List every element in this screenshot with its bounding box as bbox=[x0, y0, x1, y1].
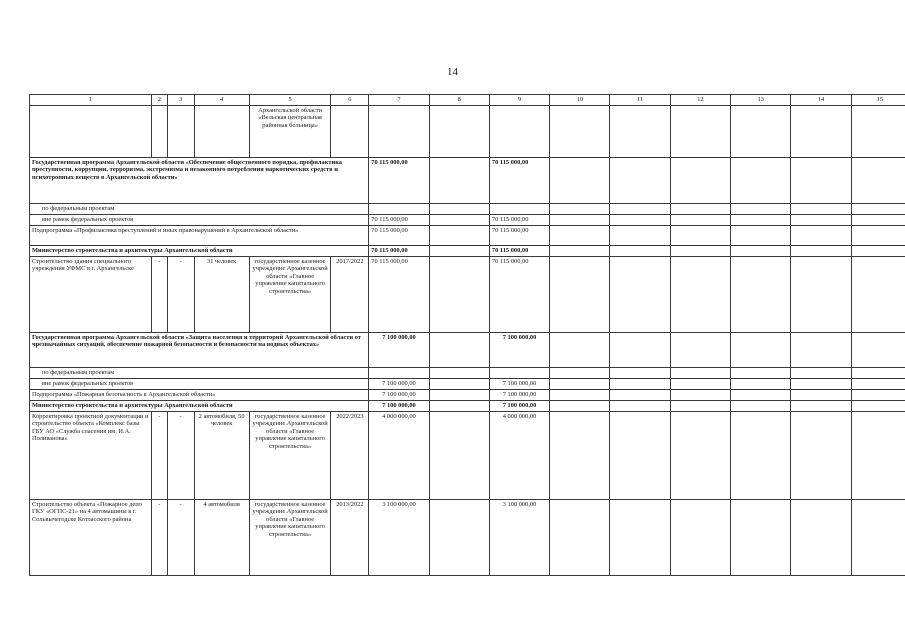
cell-capacity: 31 человек bbox=[194, 256, 249, 332]
cell-amount: 4 000 000,00 bbox=[369, 411, 429, 499]
cell-dash: - bbox=[167, 256, 194, 332]
cell-amount: 7 100 000,00 bbox=[489, 400, 549, 411]
cell-dash: - bbox=[167, 499, 194, 575]
cell-customer: Архангельской области «Вельская центральная районная больница» bbox=[249, 105, 331, 157]
page-number: 14 bbox=[447, 66, 458, 78]
column-header: 7 bbox=[369, 95, 429, 106]
cell-dash: - bbox=[151, 411, 167, 499]
column-header: 11 bbox=[610, 95, 670, 106]
column-header: 13 bbox=[731, 95, 791, 106]
table-row-object bbox=[30, 499, 905, 575]
cell-amount: 3 100 000,00 bbox=[489, 499, 549, 575]
row-label: вне рамок федеральных проектов bbox=[30, 378, 369, 389]
object-name: Строительство здания специального учреждения УФМС в г. Архангельске bbox=[30, 256, 152, 332]
cell-capacity: 4 автомобиля bbox=[194, 499, 249, 575]
cell-amount: 70 115 000,00 bbox=[489, 256, 549, 332]
subprogram-title: Подпрограмма «Пожарная безопасность в Архангельской области» bbox=[30, 389, 369, 400]
cell-amount: 70 115 000,00 bbox=[369, 157, 429, 203]
table-row-program bbox=[30, 157, 905, 203]
cell-amount: 70 115 000,00 bbox=[489, 245, 549, 256]
column-header: 8 bbox=[429, 95, 489, 106]
header-row bbox=[30, 95, 905, 106]
row-label: вне рамок федеральных проектов bbox=[30, 214, 369, 225]
column-header: 14 bbox=[791, 95, 851, 106]
cell-dash: - bbox=[167, 411, 194, 499]
column-header: 5 bbox=[249, 95, 331, 106]
program-title: Государственная программа Архангельской области «Защита населения и территорий Архангельской области от чрезвычайных ситуаций, обеспечение пожарной безопасности и безопасности на водных объектах» bbox=[30, 332, 369, 367]
cell-amount: 7 100 000,00 bbox=[369, 332, 429, 367]
cell-amount: 70 115 000,00 bbox=[369, 245, 429, 256]
cell-amount: 7 100 000,00 bbox=[369, 400, 429, 411]
cell-dash: - bbox=[151, 499, 167, 575]
table-row bbox=[30, 203, 905, 214]
table-row bbox=[30, 367, 905, 378]
ministry-title: Министерство строительства и архитектуры Архангельской области bbox=[30, 245, 369, 256]
table-row-subprogram bbox=[30, 225, 905, 245]
program-title: Государственная программа Архангельской области «Обеспечение общественного порядка, профилактика преступности, коррупции, терроризма, экстремизма и незаконного потребления наркотических средств и психотропных веществ в Архангельской области» bbox=[30, 157, 369, 203]
cell-dash: - bbox=[151, 256, 167, 332]
cell-customer: государственное казенное учреждение Архангельской области «Главное управление капитального строительства» bbox=[249, 256, 331, 332]
cell-amount: 70 115 000,00 bbox=[489, 157, 549, 203]
cell-amount: 70 115 000,00 bbox=[369, 256, 429, 332]
cell-customer: государственное казенное учреждение Архангельской области «Главное управление капитального строительства» bbox=[249, 499, 331, 575]
column-header: 2 bbox=[151, 95, 167, 106]
cell-amount: 7 100 000,00 bbox=[369, 389, 429, 400]
cell-amount: 3 100 000,00 bbox=[369, 499, 429, 575]
table-row bbox=[30, 214, 905, 225]
table-row bbox=[30, 105, 905, 157]
cell-amount: 7 100 000,00 bbox=[489, 332, 549, 367]
column-header: 9 bbox=[489, 95, 549, 106]
cell-period: 2013/2022 bbox=[331, 499, 369, 575]
object-name: Корректировка проектной документации и строительство объекта «Комплекс базы ГБУ АО «Служба спасения им. И.А. Поливанова» bbox=[30, 411, 152, 499]
table-row-program bbox=[30, 332, 905, 367]
row-label: по федеральным проектам bbox=[30, 367, 369, 378]
cell-amount: 70 115 000,00 bbox=[489, 225, 549, 245]
table-row-subprogram bbox=[30, 389, 905, 400]
cell-amount: 4 000 000,00 bbox=[489, 411, 549, 499]
table-row-ministry bbox=[30, 245, 905, 256]
column-header: 3 bbox=[167, 95, 194, 106]
column-header: 4 bbox=[194, 95, 249, 106]
object-name: Строительство объекта «Пожарное депо ГКУ «ОГПС-21» на 4 автомашины в г. Сольвычегодске Котласского района bbox=[30, 499, 152, 575]
subprogram-title: Подпрограмма «Профилактика преступлений и иных правонарушений в Архангельской области» bbox=[30, 225, 369, 245]
column-header: 15 bbox=[851, 95, 905, 106]
cell-period: 2022/2023 bbox=[331, 411, 369, 499]
ministry-title: Министерство строительства и архитектуры Архангельской области bbox=[30, 400, 369, 411]
cell-amount: 70 115 000,00 bbox=[489, 214, 549, 225]
table-row-object bbox=[30, 411, 905, 499]
table-row-object bbox=[30, 256, 905, 332]
cell-amount: 7 100 000,00 bbox=[489, 378, 549, 389]
cell-customer: государственное казенное учреждение Архангельской области «Главное управление капитального строительства» bbox=[249, 411, 331, 499]
cell-amount: 7 100 000,00 bbox=[369, 378, 429, 389]
column-header: 1 bbox=[30, 95, 152, 106]
column-header: 6 bbox=[331, 95, 369, 106]
cell-amount: 7 100 000,00 bbox=[489, 389, 549, 400]
table-row bbox=[30, 378, 905, 389]
cell-amount: 70 115 000,00 bbox=[369, 214, 429, 225]
row-label: по федеральным проектам bbox=[30, 203, 369, 214]
table-row-ministry bbox=[30, 400, 905, 411]
cell-amount: 70 115 000,00 bbox=[369, 225, 429, 245]
column-header: 12 bbox=[670, 95, 730, 106]
cell-capacity: 2 автомобиля, 50 человек bbox=[194, 411, 249, 499]
cell-period: 2017/2022 bbox=[331, 256, 369, 332]
column-header: 10 bbox=[550, 95, 610, 106]
budget-table bbox=[29, 94, 905, 576]
